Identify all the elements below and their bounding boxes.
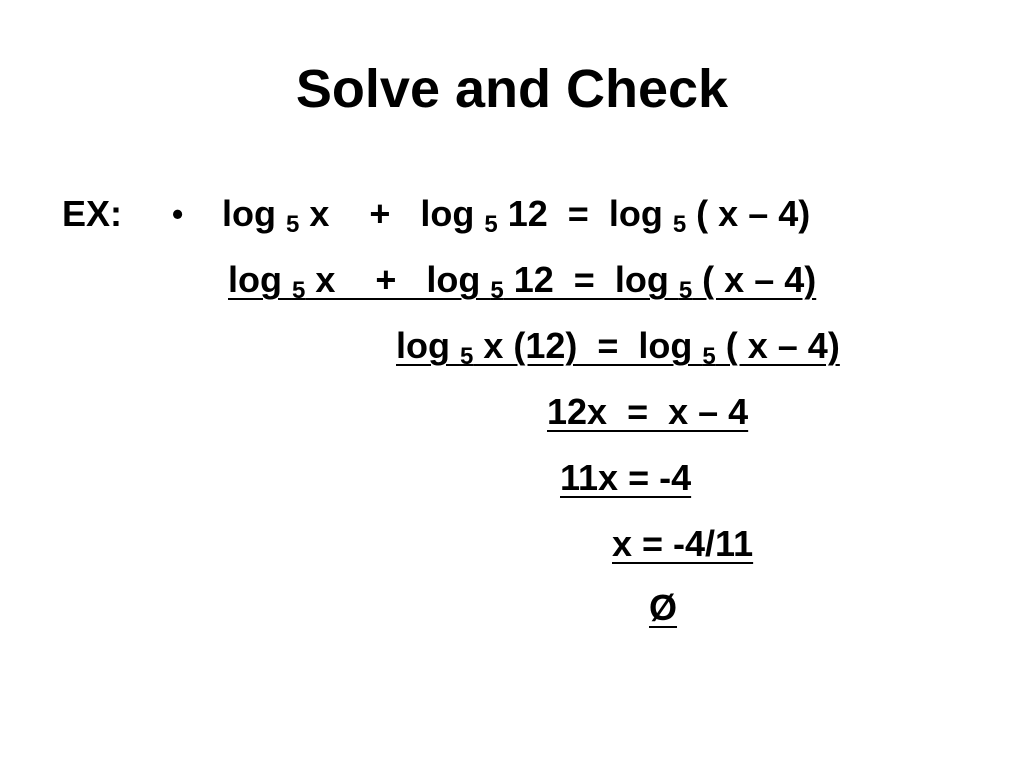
equation-line-1: log $_5$ x + log $_5$ 12 = log $_5$ ( x – 4): [222, 193, 811, 238]
equation-line-3: log $_5$ x (12) = log $_5$ ( x – 4): [396, 325, 840, 370]
bullet-icon: •: [172, 196, 184, 232]
equation-line-5: 11x = -4: [560, 457, 692, 498]
example-label: EX:: [62, 193, 123, 234]
equation-line-6: x = -4/11: [612, 523, 754, 564]
slide-title: Solve and Check: [295, 59, 729, 119]
equation-line-4: 12x = x – 4: [547, 391, 749, 432]
equation-line-2: log $_5$ x + log $_5$ 12 = log $_5$ ( x – 4): [228, 259, 817, 304]
empty-set-answer: Ø: [649, 587, 678, 628]
